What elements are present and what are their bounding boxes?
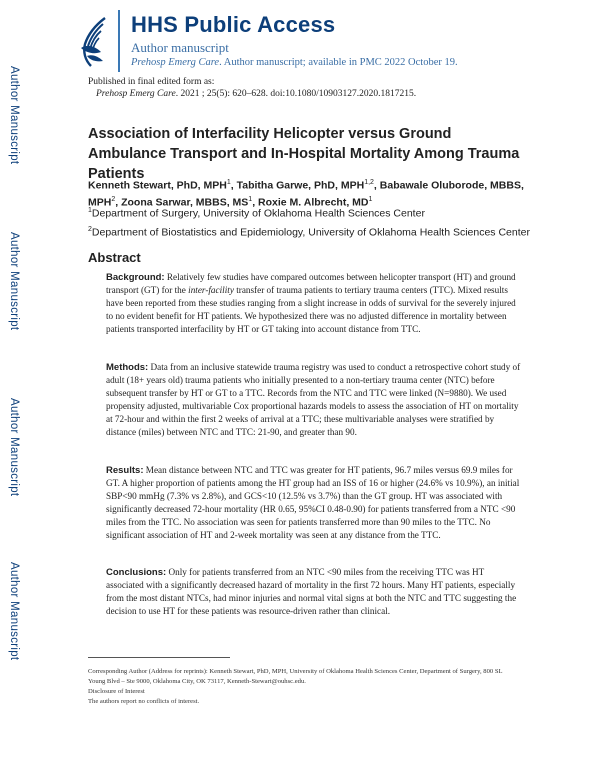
author-name: Roxie M. Albrecht, MD	[258, 196, 369, 208]
author-manuscript-label: Author manuscript	[131, 40, 229, 55]
author-name: Kenneth Stewart, PhD, MPH	[88, 179, 227, 192]
author-name: Tabitha Garwe, PhD, MPH	[236, 179, 365, 192]
publication-citation: Prehosp Emerg Care. 2021 ; 25(5): 620–628. doi:10.1080/10903127.2020.1817215.	[96, 89, 417, 99]
pmc-citation: Prehosp Emerg Care. Author manuscript; available in PMC 2022 October 19.	[131, 57, 458, 68]
author-list: Kenneth Stewart, PhD, MPH$^1$, Tabitha Garwe, PhD, MPH$^{1,2}$, Babawale Oluborode, MBBS, MPH$^2$, Zoona Sarwar, MBBS, $MS^1$, Roxie M. Albrecht, $MD^1$	[88, 179, 524, 208]
abstract-conclusions: Conclusions: Only for patients transferred from an NTC <90 miles from the receiving TTC was HT associated with a significantly decreased hazard of mortality in the first 72 hours. Many HT patients, especially from the most distant NTCs, had minor injuries and normal vital signs at both the NTC and TTC suggesting the decision to use HT for these patients was resource-driven rather than clinical.	[106, 567, 517, 616]
article-title: Association of Interfacility Helicopter versus Ground Ambulance Transport and In-Hospital Mortality Among Trauma Patients	[88, 126, 520, 182]
side-author-manuscript: Author Manuscript	[8, 232, 20, 331]
affiliation: $^1$Department of Surgery, University of Oklahoma Health Sciences Center	[88, 207, 425, 220]
footnote	[88, 667, 508, 707]
footnote-divider	[88, 657, 230, 658]
disclosure-heading: Disclosure of Interest	[88, 688, 145, 695]
side-author-manuscript: Author Manuscript	[8, 562, 20, 661]
abstract-background: Background: Relatively few studies have compared outcomes between helicopter transport (HT) and ground transport (GT) for the inter-facility transfer of trauma patients to tertiary trauma centers (TTC). Mixed results have been reported from these studies ranging from a slight increase in odds of survival for the severely injured to no evident benefit for HT patients. We hypothesized there was no adjusted difference in mortality between patients transported interfacility by HT or GT taking into account distance from TTC.	[106, 272, 516, 334]
hhs-public-access-title: HHS Public Access	[131, 12, 336, 37]
abstract-results: Results: Mean distance between NTC and TTC was greater for HT patients, 96.7 miles versus 69.9 miles for GT. A higher proportion of patients among the HT group had an ISS of 16 or higher (24.6% vs 10.9%), an initial SBP<90 mmHg (7.3% vs 2.8%), and GCS<10 (12.5% vs 3.7%) than the GT group. HT was associated with significantly decreased 72-hour mortality (HR 0.65, 95%CI 0.48-0.90) for patients transferred from a NTC <90 miles from the TTC. No association was seen for patients transferred more than 90 miles to the TTC. No significant association of HT and 2-week mortality was seen at any distance from the TTC.	[106, 465, 520, 540]
hhs-eagle-logo-icon	[75, 14, 111, 70]
abstract-methods: Methods: Data from an inclusive statewide trauma registry was used to conduct a retrospective cohort study of adult (18+ years old) trauma patients who initially presented to a non-tertiary trauma center (NTC) before subsequent transfer by HT or GT to a TTC. Records from the NTC and TTC were linked (N=9880). We used propensity adjusted, multivariable Cox proportional hazards models to assess the association of HT on mortality at 72-hour and within the first 2 weeks of arrival at a TTC; these multivariable analyses were stratified by distance (miles) between NTC and TTC: 21-90, and greater than 90.	[106, 362, 521, 437]
author-name: Babawale Oluborode, MBBS, MPH	[88, 179, 524, 208]
side-author-manuscript: Author Manuscript	[8, 398, 20, 497]
side-author-manuscript: Author Manuscript	[8, 66, 20, 165]
affiliation: $^2$Department of Biostatistics and Epidemiology, University of Oklahoma Health Sciences Center	[88, 226, 530, 239]
disclosure-text: The authors report no conflicts of interest.	[88, 698, 200, 705]
header-divider	[118, 10, 120, 72]
abstract-heading: Abstract	[88, 250, 141, 265]
corresponding-author: Corresponding Author (Address for reprints): Kenneth Stewart, PhD, MPH, University of Oklahoma Health Sciences Center, Department of Surgery, 800 SL Young Blvd – Ste 9000, Oklahoma City, OK 73117, Kenneth-Stewart@ouhsc.edu.	[88, 668, 503, 685]
author-name: Zoona Sarwar, MBBS, MS	[121, 196, 249, 208]
published-label: Published in final edited form as:	[88, 77, 215, 87]
